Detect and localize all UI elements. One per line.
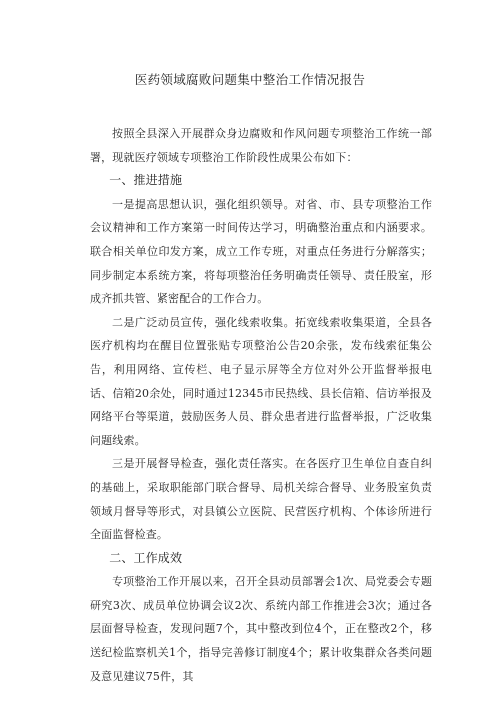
paragraph-measure-3: 三是开展督导检查，强化责任落实。在各医疗卫生单位自查自纠的基础上，采取职能部门联合督导、局机关综合督导、业务股室负责领域月督导等形式，对县镇公立医院、民营医疗机构、个体诊所进行全面监督检查。 bbox=[90, 457, 432, 542]
intro-paragraph: 按照全县深入开展群众身边腐败和作风问题专项整治工作统一部署，现就医疗领域专项整治工作阶段性成果公布如下： bbox=[90, 127, 432, 164]
paragraph-measure-1: 一是提高思想认识，强化组织领导。对省、市、县专项整治工作会议精神和工作方案第一时间传达学习，明确整治重点和内涵要求。联合相关单位印发方案，成立工作专班，对重点任务进行分解落实；同步制定本系统方案，将每项整治任务明确责任领导、责任股室，形成齐抓共管、紧密配合的工作合力。 bbox=[90, 197, 432, 306]
document-title: 医药领域腐败问题集中整治工作情况报告 bbox=[134, 72, 366, 87]
paragraph-measure-2: 二是广泛动员宣传，强化线索收集。拓宽线索收集渠道，全县各医疗机构均在醒目位置张贴专项整治公告20余张，发布线索征集公告，利用网络、宣传栏、电子显示屏等全方位对外公开监督举报电话、信箱20余处，同时通过12345市民热线、县长信箱、信访举报及网络平台等渠道，鼓励医务人员、群众患者进行监督举报，广泛收集问题线索。 bbox=[90, 315, 432, 447]
section-heading-measures: 一、推进措施 bbox=[109, 173, 183, 188]
document-body bbox=[90, 122, 432, 688]
section-heading-results: 二、工作成效 bbox=[109, 550, 183, 565]
paragraph-results-1: 专项整治工作开展以来，召开全县动员部署会1次、局党委会专题研究3次、成员单位协调会议2次、系统内部工作推进会3次；通过各层面督导检查，发现问题7个，其中整改到位4个，正在整改2个，移送纪检监察机关1个，指导完善修订制度4个；累计收集群众各类问题及意见建议75件，其 bbox=[90, 575, 432, 683]
